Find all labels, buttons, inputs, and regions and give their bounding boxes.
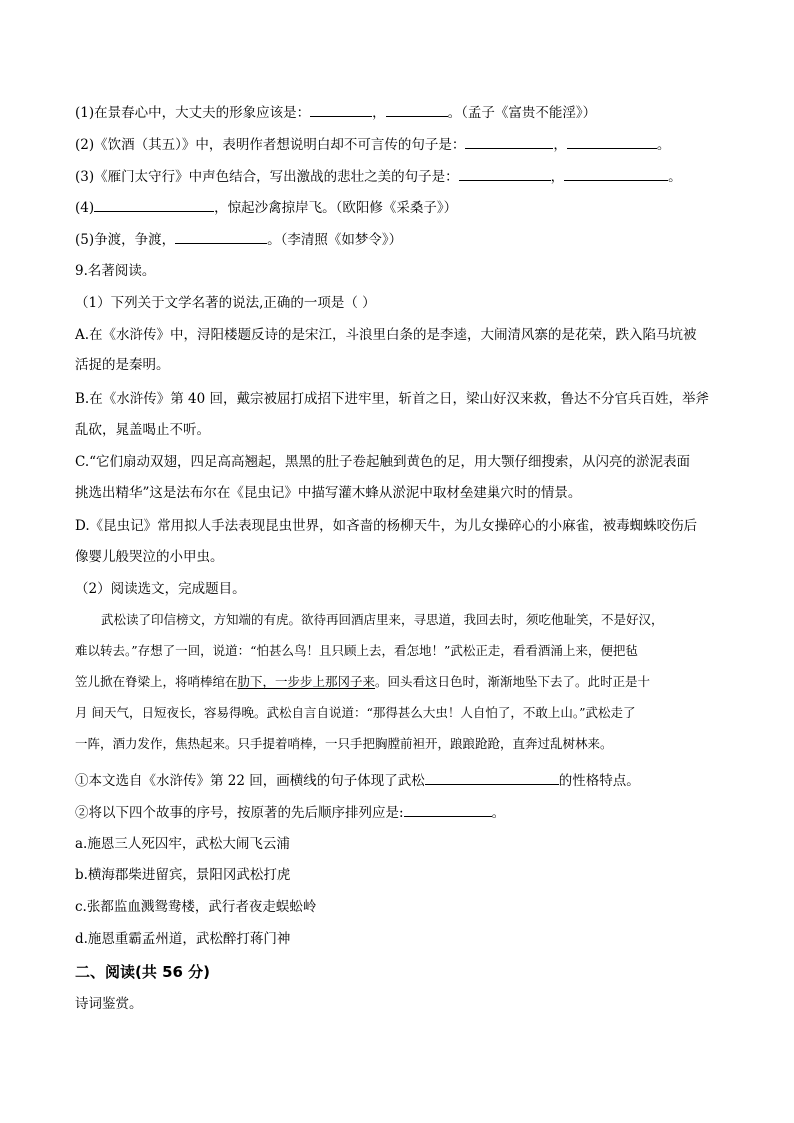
question-1-source: 。（孟子《富贵不能淫》） [447, 105, 597, 121]
answer-blank[interactable] [465, 135, 553, 149]
option-a-line-2: 活捉的是秦明。 [75, 357, 170, 373]
answer-blank[interactable] [459, 167, 551, 181]
answer-blank[interactable] [310, 103, 372, 117]
question-9-title: 9.名著阅读。 [75, 263, 156, 279]
question-1 [75, 103, 596, 122]
option-c-line-2: 挑选出精华”这是法布尔在《昆虫记》中描写灌木蜂从淤泥中取材垒建巢穴时的情景。 [75, 485, 582, 501]
passage-text: 笠儿掀在脊梁上，将哨棒绾在 [75, 674, 238, 689]
list-item: a.施恩三人死囚牢，武松大闹飞云浦 [75, 836, 290, 852]
question-5-source: 。（李清照《如梦令》） [267, 232, 403, 248]
option-d-line-2: 像婴儿般哭泣的小甲虫。 [75, 549, 224, 565]
separator: ， [550, 169, 565, 185]
passage-line-1: 武松读了印信榜文，方知端的有虎。欲待再回酒店里来，寻思道，我回去时，须吃他耻笑，不是好汉， [101, 612, 664, 627]
section-heading: 二、阅读(共 56 分) [75, 963, 211, 981]
option-c-line-1: C.“它们扇动双翅，四足高高翘起，黑黑的肚子卷起触到黄色的足，用大颚仔细搜索，从闪亮的淤泥表面 [75, 454, 691, 470]
option-b-line-2: 乱砍，晁盖喝止不听。 [75, 422, 210, 438]
answer-blank[interactable] [175, 230, 267, 244]
answer-blank[interactable] [425, 771, 559, 785]
list-item: b.横海郡柴进留宾，景阳冈武松打虎 [75, 867, 291, 883]
answer-blank[interactable] [564, 167, 668, 181]
question-3 [75, 167, 682, 186]
underlined-sentence: 肋下，一步步上那冈子来 [237, 674, 376, 689]
option-b-line-1: B.在《水浒传》第 40 回，戴宗被屈打成招下进牢里，斩首之日，梁山好汉来救，鲁达不分官兵百姓，举斧 [75, 391, 709, 407]
question-4 [75, 198, 457, 217]
answer-blank[interactable] [404, 803, 492, 817]
answer-blank[interactable] [94, 198, 214, 212]
list-item: c.张都监血溅鸳鸯楼，武行者夜走蜈蚣岭 [75, 899, 317, 915]
option-d-line-1: D.《昆虫记》常用拟人手法表现昆虫世界，如吝啬的杨柳天牛，为儿女操碎心的小麻雀，被毒蜘蛛咬伤后 [75, 518, 698, 534]
question-5 [75, 230, 402, 249]
question-2-text: (2)《饮酒（其五）》中，表明作者想说明白却不可言传的句子是： [75, 137, 466, 153]
question-9-sub1: （1）下列关于文学名著的说法,正确的一项是（ ） [75, 295, 376, 311]
question-1-text: (1)在景春心中，大丈夫的形象应该是： [75, 105, 311, 121]
question-2 [75, 135, 670, 154]
question-ii-end: 。 [491, 805, 506, 821]
passage-line-4: 月 间天气，日短夜长，容易得晚。武松自言自说道：“那得甚么大虫！人自怕了，不敢上山。”武松走了 [75, 705, 636, 720]
passage-line-5: 一阵，酒力发作，焦热起来。只手提着哨棒，一只手把胸膛前袒开，踉踉跄跄，直奔过乱树林来。 [75, 736, 613, 751]
answer-blank[interactable] [386, 103, 448, 117]
question-ii [75, 803, 505, 822]
question-4-number: (4) [75, 200, 95, 216]
question-ii-text: ②将以下四个故事的序号，按原著的先后顺序排列应是: [75, 805, 404, 821]
question-3-text: (3)《雁门太守行》中声色结合，写出激战的悲壮之美的句子是： [75, 169, 459, 185]
question-2-end: 。 [656, 137, 671, 153]
question-3-end: 。 [668, 169, 682, 185]
section-intro: 诗词鉴赏。 [75, 996, 143, 1012]
question-i-text: ①本文选自《水浒传》第 22 回，画横线的句子体现了武松 [75, 773, 425, 789]
answer-blank[interactable] [567, 135, 657, 149]
list-item: d.施恩重霸孟州道，武松醉打蒋门神 [75, 931, 291, 947]
question-9-sub2: （2）阅读选文，完成题目。 [75, 581, 246, 597]
question-4-text: ，惊起沙禽掠岸飞。（欧阳修《采桑子》） [214, 200, 458, 216]
separator: ， [553, 137, 567, 153]
passage-text: 。回头看这日色时，渐渐地坠下去了。此时正是十 [375, 674, 651, 689]
separator: ， [372, 105, 386, 121]
question-i-end: 的性格特点。 [558, 773, 640, 789]
passage-line-2: 难以转去。”存想了一回，说道：“怕甚么鸟！且只顾上去，看怎地！”武松正走，看看酒涌上来，便把毡 [75, 643, 638, 658]
question-5-text: (5)争渡，争渡， [75, 232, 176, 248]
option-a-line-1: A.在《水浒传》中，浔阳楼题反诗的是宋江，斗浪里白条的是李逵，大闹清风寨的是花荣，跌入陷马坑被 [75, 327, 697, 343]
passage-line-3 [75, 673, 650, 691]
question-i [75, 771, 640, 790]
